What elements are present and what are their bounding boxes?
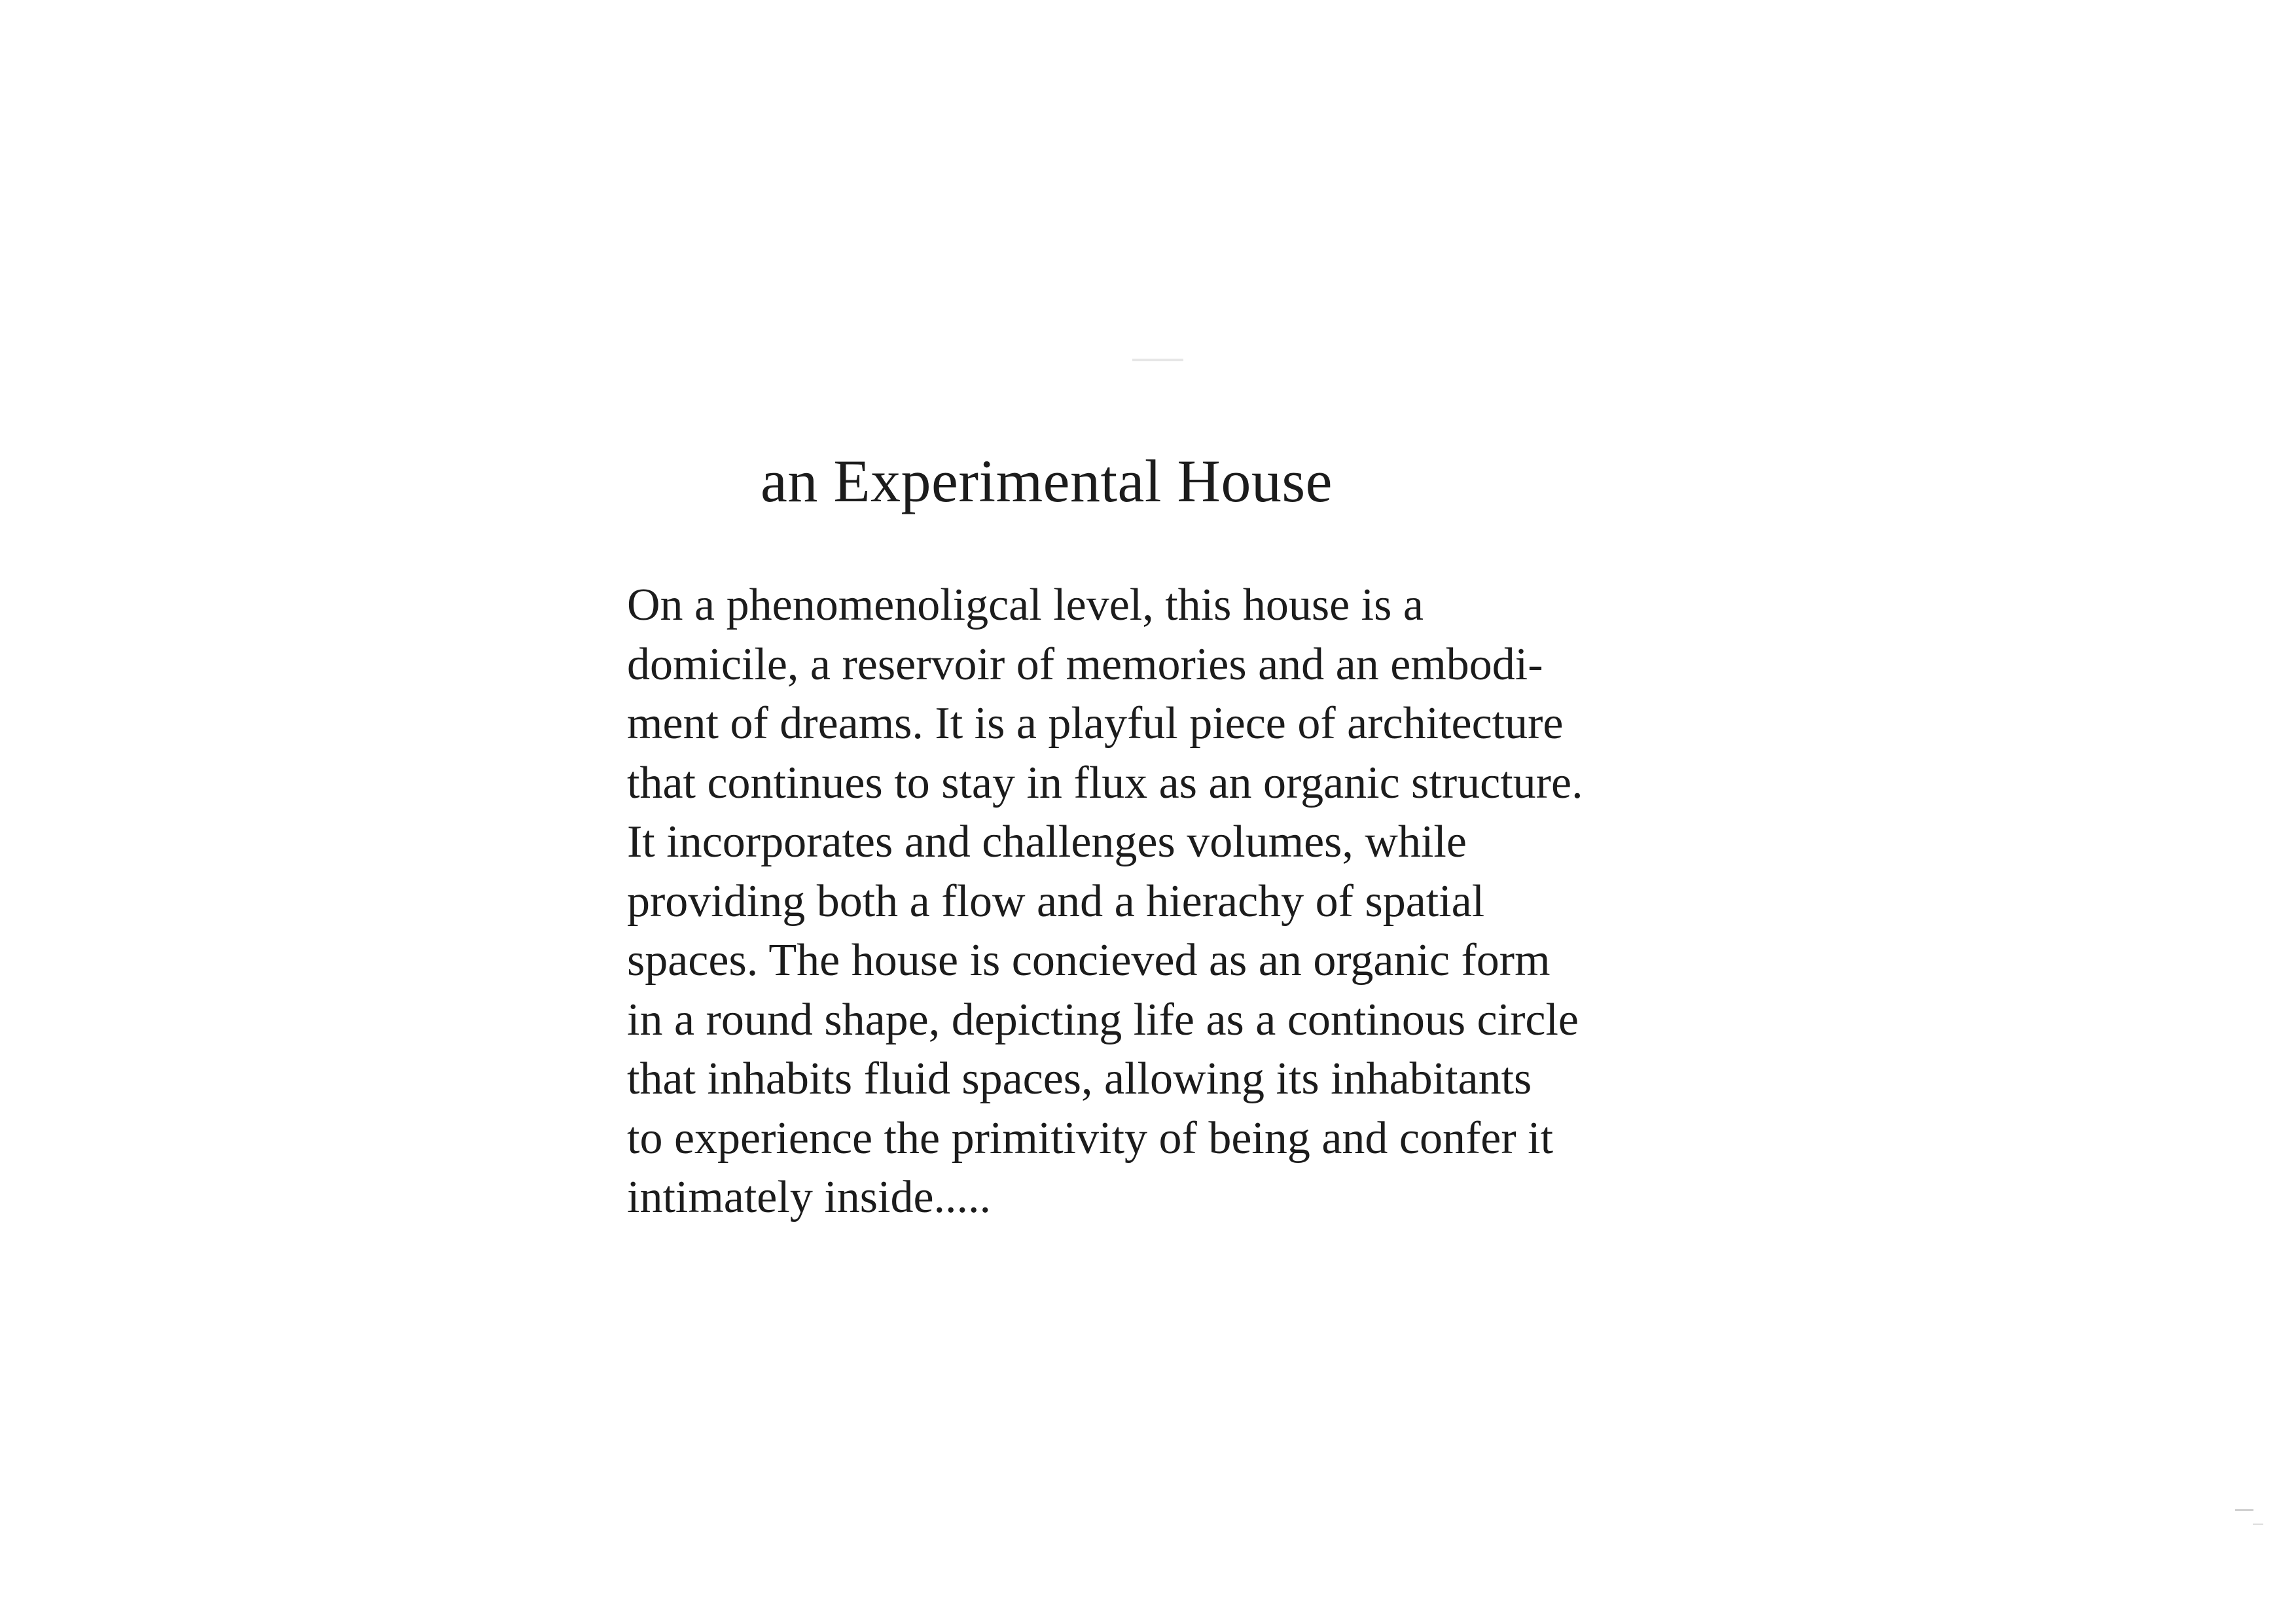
body-paragraph [627, 576, 1583, 1228]
paragraph-line: It incorporates and challenges volumes, while [627, 817, 1467, 867]
scan-mark [1132, 359, 1183, 361]
paragraph-line: spaces. The house is concieved as an organic form [627, 935, 1551, 986]
paragraph-line: providing both a flow and a hierachy of spatial [627, 876, 1485, 927]
scan-mark [2253, 1524, 2263, 1525]
paragraph-line: intimately inside..... [627, 1172, 992, 1222]
paragraph-line: domicile, a reservoir of memories and an embodi- [627, 639, 1543, 690]
paragraph-line: in a round shape, depicting life as a continous circle [627, 994, 1579, 1045]
paragraph-line: to experience the primitivity of being and confer it [627, 1113, 1554, 1164]
paragraph-line: ment of dreams. It is a playful piece of architecture [627, 698, 1564, 749]
page-title: an Experimental House [761, 448, 1333, 514]
scan-mark [2235, 1509, 2253, 1511]
paragraph-line: On a phenomenoligcal level, this house is a [627, 580, 1424, 630]
paragraph-line: that continues to stay in flux as an organic structure. [627, 757, 1583, 808]
paragraph-line: that inhabits fluid spaces, allowing its inhabitants [627, 1054, 1532, 1104]
